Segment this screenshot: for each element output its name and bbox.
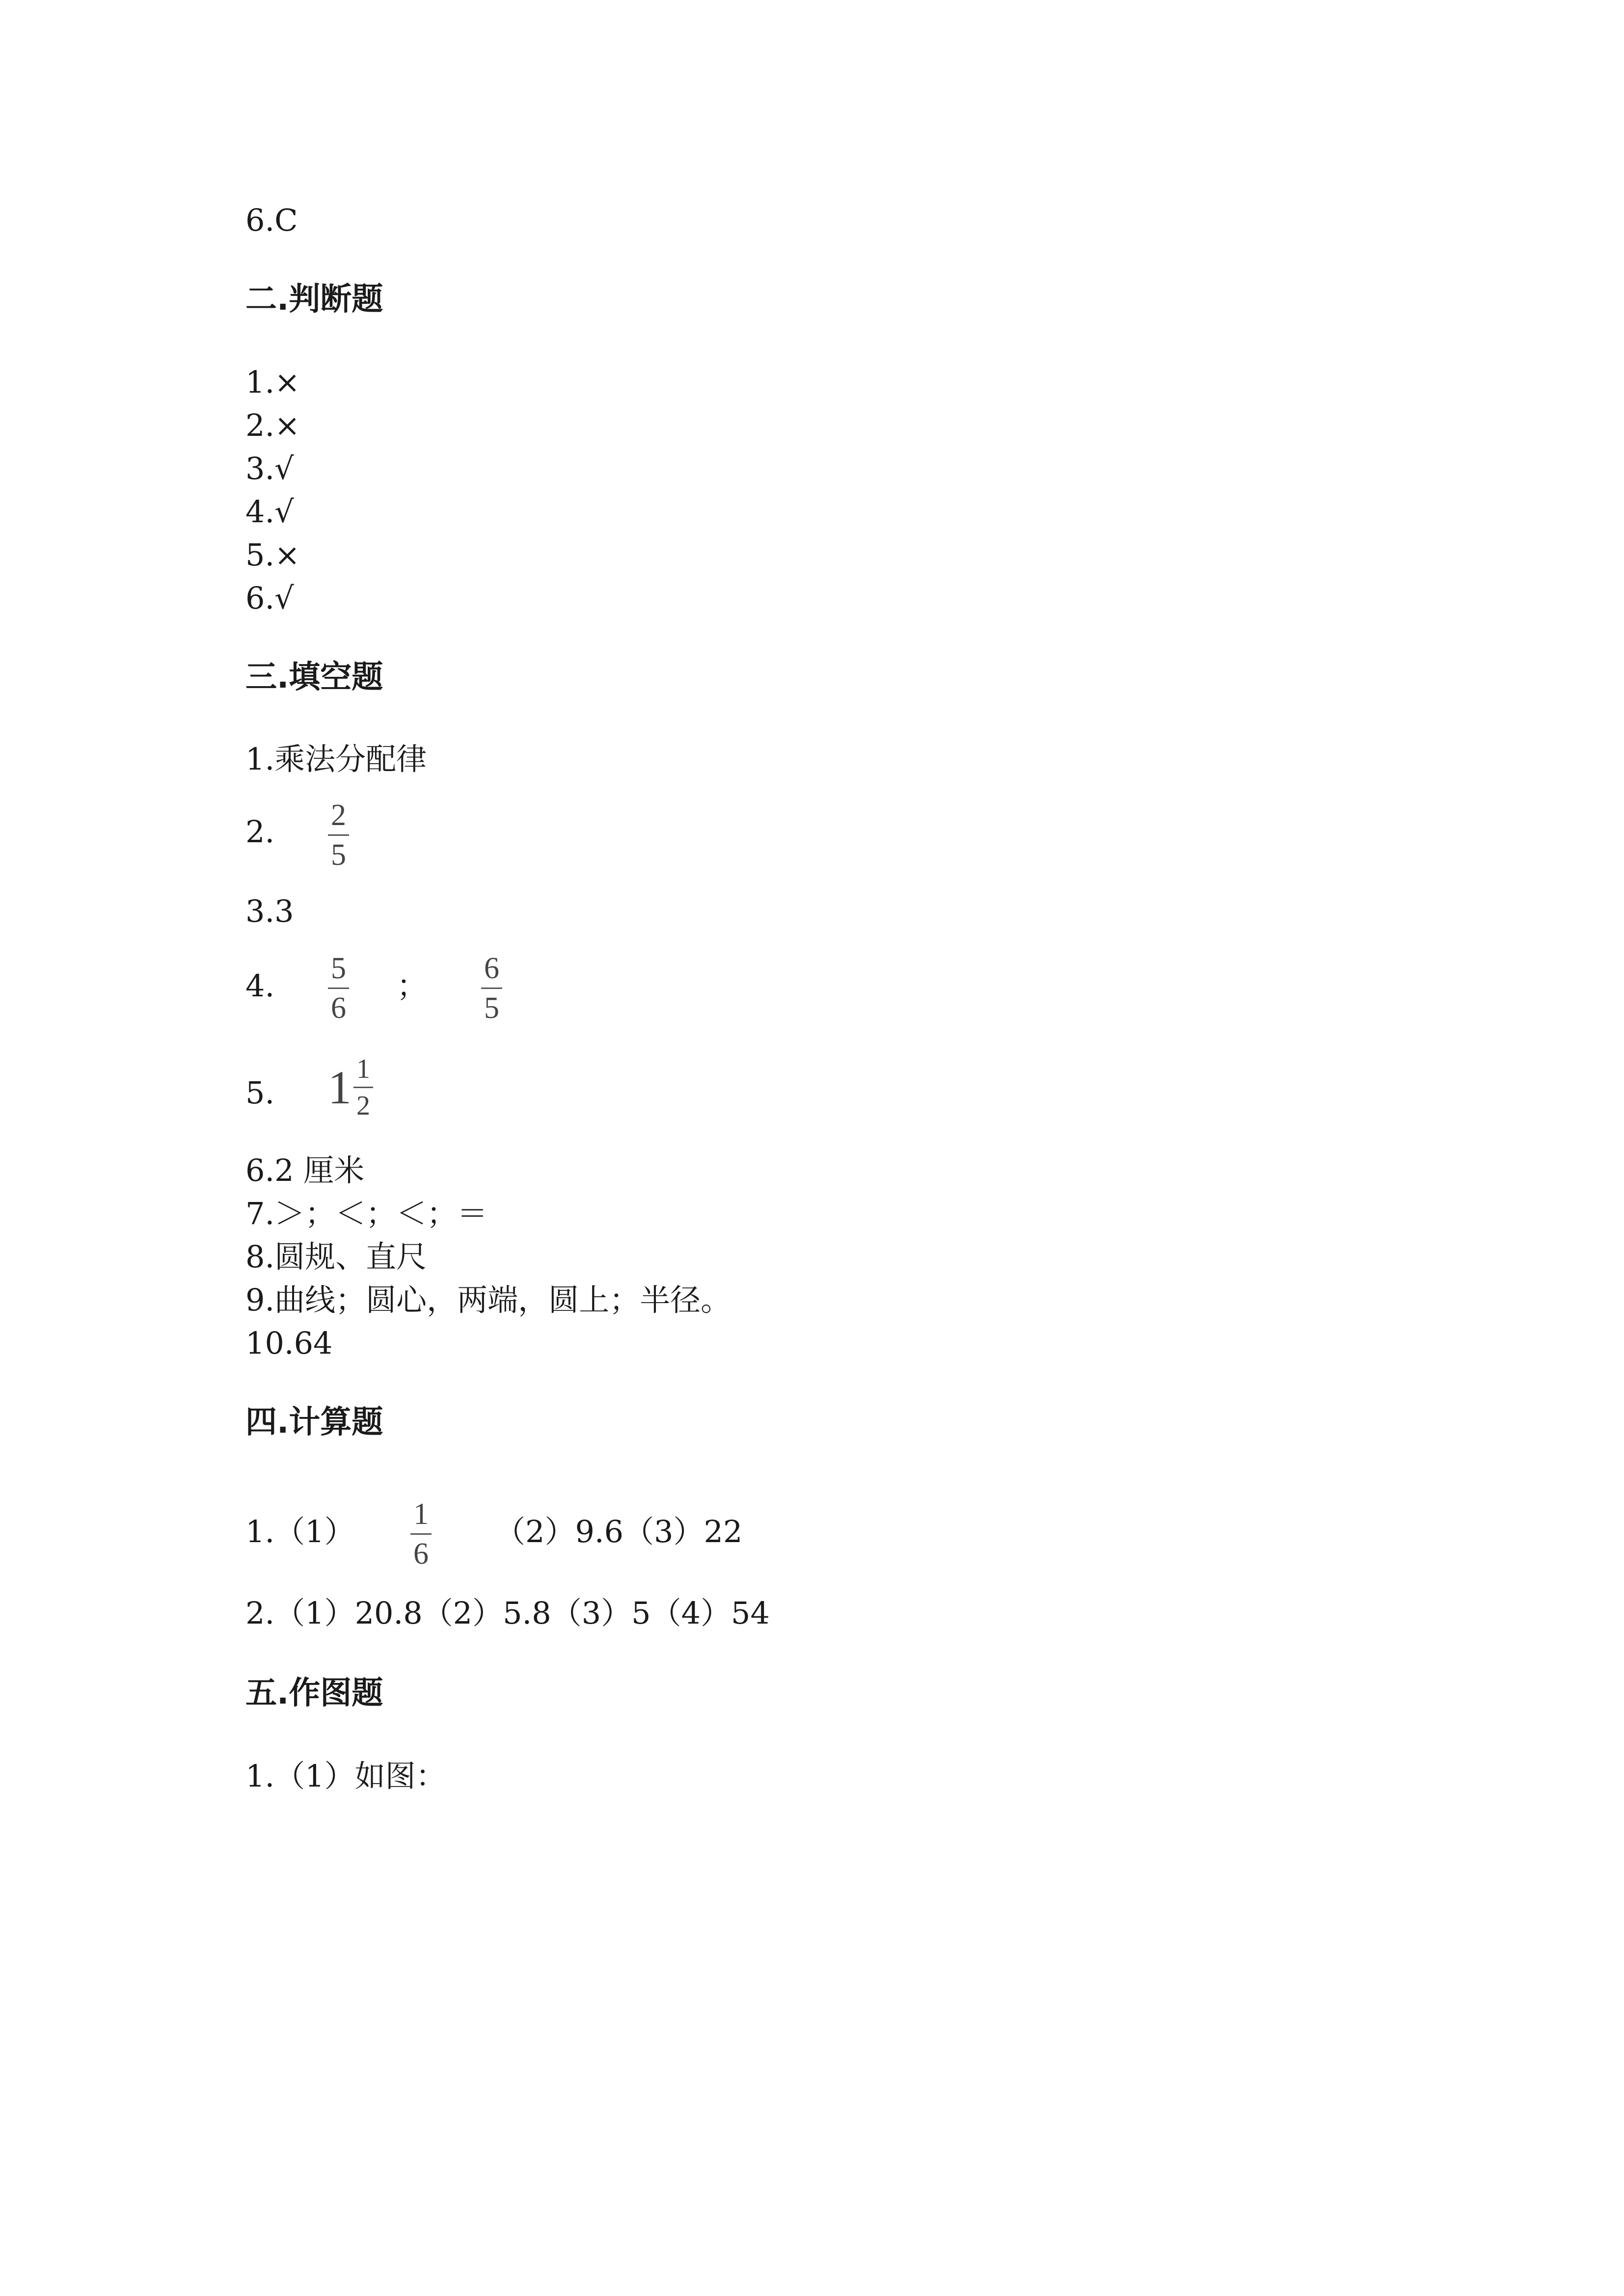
- fill-answer-3: 3.3: [245, 893, 294, 929]
- mixed-whole: 1: [328, 1061, 352, 1114]
- fraction-bar: [328, 988, 349, 989]
- section-heading-fill-blank: 三.填空题: [245, 659, 383, 695]
- fill-answer-7: 7.＞；＜；＜；＝: [245, 1196, 488, 1231]
- fraction-bar: [481, 988, 502, 989]
- fill-answer-1: 1.乘法分配律: [245, 741, 427, 777]
- section-heading-calculation: 四.计算题: [245, 1404, 383, 1441]
- judgment-answer-2: 2.×: [245, 407, 300, 443]
- judgment-answer-3: 3.√: [245, 451, 294, 486]
- fraction-numerator: 1: [413, 1497, 429, 1531]
- calc-answer-1-prefix: 1.（1）: [245, 1514, 355, 1549]
- fraction-denominator: 5: [484, 991, 499, 1025]
- calc-answer-2: 2.（1）20.8（2）5.8（3）5（4）54: [245, 1595, 770, 1631]
- fill-answer-4-separator: ；: [397, 968, 428, 1004]
- fraction-5-6: [328, 953, 349, 1023]
- fraction-numerator: 2: [331, 799, 346, 832]
- fraction-numerator: 6: [484, 952, 499, 985]
- fraction-2-5: [328, 800, 349, 870]
- calc-answer-1-suffix: （2）9.6（3）22: [495, 1514, 743, 1549]
- fraction-bar: [353, 1087, 373, 1088]
- section-heading-drawing: 五.作图题: [245, 1675, 383, 1711]
- answer-6c: 6.C: [245, 202, 298, 238]
- fraction-numerator: 5: [331, 952, 346, 985]
- mixed-number-1-1-2: [328, 1055, 373, 1120]
- fraction-denominator: 6: [413, 1537, 429, 1571]
- fraction-bar: [328, 834, 349, 836]
- fill-answer-10: 10.64: [245, 1325, 333, 1361]
- fill-answer-4-label: 4.: [245, 968, 275, 1004]
- judgment-answer-5: 5.×: [245, 537, 300, 573]
- fraction-bar: [410, 1533, 432, 1535]
- fraction-numerator: 1: [356, 1054, 370, 1084]
- mixed-fraction: [353, 1055, 373, 1120]
- fill-answer-9: 9.曲线；圆心，两端，圆上；半径。: [245, 1282, 731, 1318]
- fraction-denominator: 6: [331, 991, 346, 1025]
- judgment-answer-6: 6.√: [245, 580, 294, 616]
- fraction-1-6: [410, 1499, 432, 1569]
- judgment-answer-4: 4.√: [245, 494, 294, 530]
- fill-answer-2-label: 2.: [245, 814, 275, 850]
- fraction-denominator: 5: [331, 838, 346, 872]
- fraction-6-5: [481, 953, 502, 1023]
- judgment-answer-1: 1.×: [245, 364, 300, 400]
- drawing-answer-1: 1.（1）如图：: [245, 1758, 446, 1794]
- fill-answer-5-label: 5.: [245, 1075, 275, 1111]
- fill-answer-8: 8.圆规、直尺: [245, 1239, 427, 1275]
- fill-answer-6: 6.2 厘米: [245, 1152, 365, 1188]
- section-heading-judgment: 二.判断题: [245, 281, 383, 318]
- fraction-denominator: 2: [356, 1091, 370, 1121]
